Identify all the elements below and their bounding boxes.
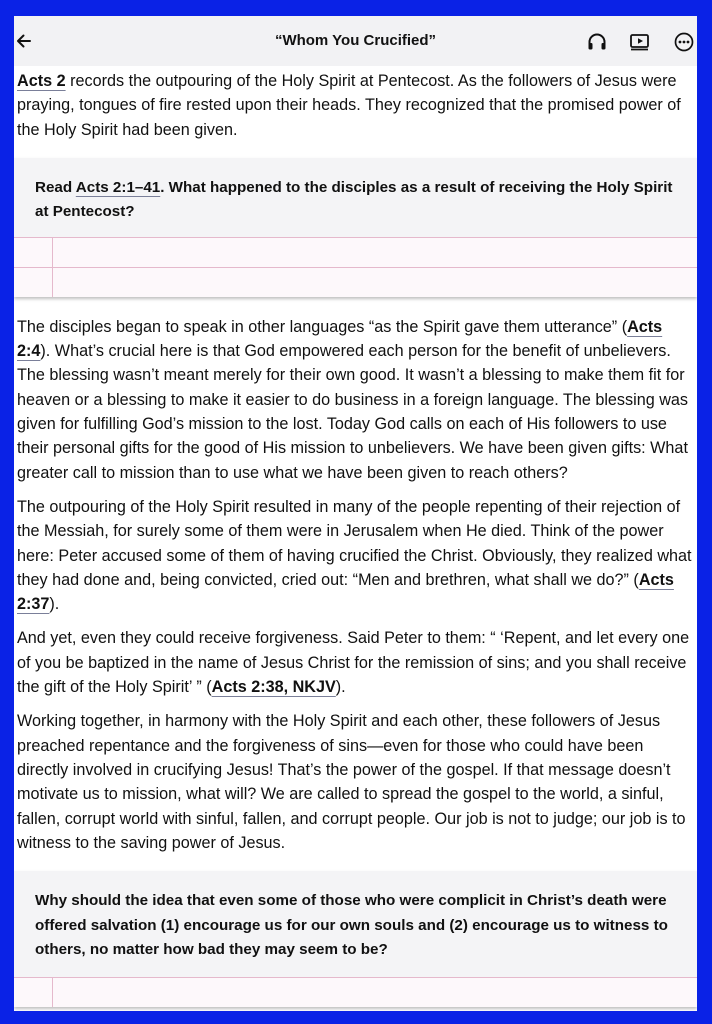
answer-notes-field[interactable] [14,977,697,1007]
body-paragraph: And yet, even they could receive forgiveness. Said Peter to them: “ ‘Repent, and let every one of you be baptized in the name of Jesus Christ for the remission of sins; and you shall receive the gift of the Holy Spirit’ ” (Acts 2:38, NKJV). [17,629,690,697]
intro-paragraph: Acts 2 records the outpouring of the Holy Spirit at Pentecost. As the followers of Jesus were praying, tongues of fire rested upon their heads. They recognized that the promised power of the Holy Spirit had been given. [17,72,681,139]
body-paragraph: Working together, in harmony with the Holy Spirit and each other, these followers of Jesus preached repentance and the forgiveness of sins—even for those who could have been directly involved in crucifying Jesus! That’s the power of the gospel. If that message doesn’t motivate us to mission, what will? We are called to spread the gospel to the world, a sinful, fallen, corrupt world with sinful, fallen, and corrupt people. Our job is not to judge; our job is to witness to the saving power of Jesus. [17,712,686,852]
page-title: “Whom You Crucified” [274,32,437,49]
reader-window [14,16,697,1011]
scripture-link[interactable]: Acts 2:4 [17,317,663,361]
question-box [14,871,697,1007]
scripture-link[interactable]: Acts 2:37 [17,570,674,614]
scripture-link[interactable]: Acts 2:1–41 [75,178,161,196]
headphones-icon[interactable] [585,30,609,54]
question-text: Why should the idea that even some of those who were complicit in Christ’s death were offered salvation (1) encourage us for our own souls and (2) encourage us to witness to others, no matter how bad they may seem to be? [35,892,668,959]
body-paragraph: The outpouring of the Holy Spirit resulted in many of the people repenting of their rejection of the Messiah, for surely some of them were in Jerusalem when He died. Think of the power here: Peter accused some of them of having crucified the Christ. Obviously, they realized what they had done and, being convicted, cried out: “Men and brethren, what shall we do?” (Acts 2:37). [17,497,692,614]
question-text: Read Acts 2:1–41. What happened to the disciples as a result of receiving the Holy Spirit at Pentecost? [35,178,673,221]
answer-notes-field[interactable] [14,237,697,297]
question-box [14,158,697,297]
scripture-link[interactable]: Acts 2 [17,72,66,90]
video-icon[interactable] [628,30,652,54]
lesson-content [14,66,697,1007]
more-icon[interactable] [672,30,696,54]
body-paragraph: The disciples began to speak in other languages “as the Spirit gave them utterance” (Acts 2:4). What’s crucial here is that God empowered each person for the benefit of unbelievers. The blessing wasn’t meant merely for their own good. It wasn’t a blessing to make them fit for heaven or a blessing to make it easier to do business in a foreign language. The blessing was given for fulfilling God’s mission to the lost. Today God calls on each of His followers to use their personal gifts for the good of His mission to unbelievers. We have been given gifts: What greater call to mission than to use what we have been given to reach others? [17,317,688,482]
top-bar [14,16,697,66]
scripture-link[interactable]: Acts 2:38, NKJV [211,678,336,697]
